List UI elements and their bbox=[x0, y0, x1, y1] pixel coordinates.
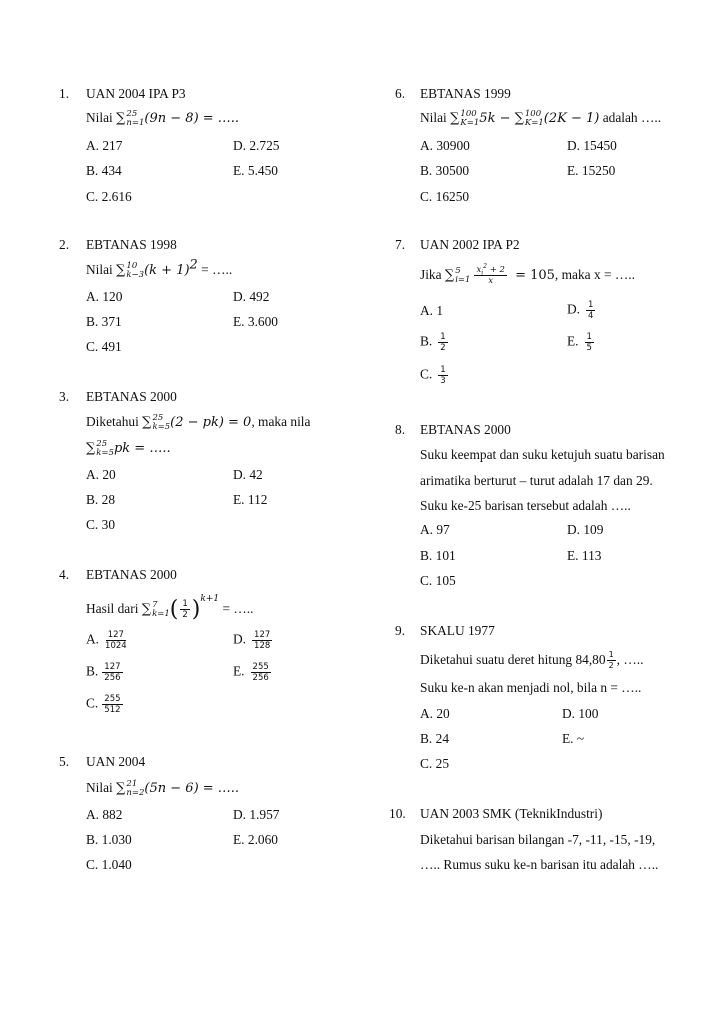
option-c[interactable]: C. 30 bbox=[86, 517, 116, 532]
question-source: UAN 2003 SMK (TeknikIndustri) bbox=[420, 806, 603, 821]
question-source: UAN 2004 IPA P3 bbox=[86, 86, 186, 101]
option-b[interactable]: B. 434 bbox=[86, 163, 122, 178]
option-d[interactable]: D. 100 bbox=[562, 706, 599, 721]
question-stem-line-2: ∑ 25 k=5 pk = ….. bbox=[86, 439, 171, 458]
question-text-line: arimatika berturut – turut adalah 17 dan 29. bbox=[420, 473, 653, 488]
option-e[interactable]: E. 3.600 bbox=[233, 314, 279, 329]
option-a[interactable]: A. 1 bbox=[420, 303, 444, 318]
option-b[interactable]: B. $\frac{127}{256}$ bbox=[86, 662, 121, 683]
option-d[interactable]: D. 42 bbox=[233, 467, 263, 482]
question-number: 6. bbox=[395, 86, 406, 101]
question-source: EBTANAS 2000 bbox=[86, 567, 177, 582]
option-d[interactable]: D. 492 bbox=[233, 289, 270, 304]
option-a[interactable]: A. 30900 bbox=[420, 138, 470, 153]
question-stem: Nilai ∑ 25 n=1 (9n − 8) = ….. bbox=[86, 109, 240, 128]
option-c[interactable]: C. $\frac{255}{512}$ bbox=[86, 694, 121, 715]
question-number: 5. bbox=[59, 754, 70, 769]
question-text-line: Suku ke-25 barisan tersebut adalah ….. bbox=[420, 498, 631, 513]
question-stem: Nilai ∑ 10 k−3 $(k + 1)^2$ = ….. bbox=[86, 257, 233, 280]
question-number: 8. bbox=[395, 422, 406, 437]
option-c[interactable]: C. $\frac{1}{3}$ bbox=[420, 365, 446, 386]
option-d[interactable]: D. $\frac{1}{4}$ bbox=[567, 300, 594, 321]
question-source: EBTANAS 2000 bbox=[420, 422, 511, 437]
option-e[interactable]: E. ~ bbox=[562, 731, 585, 746]
question-source: EBTANAS 1999 bbox=[420, 86, 511, 101]
option-a[interactable]: A. 120 bbox=[86, 289, 123, 304]
option-a[interactable]: A. 882 bbox=[86, 807, 123, 822]
option-c[interactable]: C. 1.040 bbox=[86, 857, 132, 872]
option-c[interactable]: C. 25 bbox=[420, 756, 450, 771]
question-text-line: ….. Rumus suku ke-n barisan itu adalah ….. bbox=[420, 857, 659, 872]
option-d[interactable]: D. 2.725 bbox=[233, 138, 280, 153]
option-a[interactable]: A. 97 bbox=[420, 522, 450, 537]
option-a[interactable]: A. 20 bbox=[86, 467, 116, 482]
option-d[interactable]: D. 109 bbox=[567, 522, 604, 537]
option-b[interactable]: B. $\frac{1}{2}$ bbox=[420, 332, 446, 353]
option-b[interactable]: B. 101 bbox=[420, 548, 456, 563]
question-source: SKALU 1977 bbox=[420, 623, 495, 638]
option-a[interactable]: A. 217 bbox=[86, 138, 123, 153]
option-b[interactable]: B. 30500 bbox=[420, 163, 470, 178]
option-c[interactable]: C. 2.616 bbox=[86, 189, 132, 204]
question-text-line: Suku ke-n akan menjadi nol, bila n = ….. bbox=[420, 680, 642, 695]
question-source: UAN 2004 bbox=[86, 754, 146, 769]
question-text-line: Diketahui barisan bilangan -7, -11, -15, -19, bbox=[420, 832, 656, 847]
option-d[interactable]: D. $\frac{127}{128}$ bbox=[233, 630, 271, 651]
question-text-line: Suku keempat dan suku ketujuh suatu barisan bbox=[420, 447, 665, 462]
question-number: 7. bbox=[395, 237, 406, 252]
question-number: 2. bbox=[59, 237, 70, 252]
option-b[interactable]: B. 1.030 bbox=[86, 832, 132, 847]
option-c[interactable]: C. 105 bbox=[420, 573, 456, 588]
option-e[interactable]: E. $\frac{1}{5}$ bbox=[567, 332, 592, 353]
option-e[interactable]: E. $\frac{255}{256}$ bbox=[233, 662, 269, 683]
option-b[interactable]: B. 28 bbox=[86, 492, 116, 507]
option-d[interactable]: D. 1.957 bbox=[233, 807, 280, 822]
question-stem: Hasil dari ∑ 7 k=1 ( $\frac{1}{2}$ )$^{k+1}$ = ….. bbox=[86, 594, 254, 622]
question-stem: Nilai ∑ 100 K=1 5k − ∑ 100 K=1 (2K − 1) adalah ….. bbox=[420, 109, 662, 128]
question-stem: Diketahui ∑ 25 k=5 (2 − pk) = 0, maka nila bbox=[86, 413, 311, 432]
option-e[interactable]: E. 112 bbox=[233, 492, 268, 507]
option-b[interactable]: B. 24 bbox=[420, 731, 450, 746]
question-number: 9. bbox=[395, 623, 406, 638]
option-a[interactable]: A. $\frac{127}{1024}$ bbox=[86, 630, 127, 651]
option-e[interactable]: E. 113 bbox=[567, 548, 602, 563]
question-stem: Jika ∑ 5 i=1 $\frac{x_i^2 + 2}{x}$ = 105, maka x = ….. bbox=[420, 263, 635, 287]
option-d[interactable]: D. 15450 bbox=[567, 138, 617, 153]
question-source: EBTANAS 1998 bbox=[86, 237, 177, 252]
question-number: 1. bbox=[59, 86, 70, 101]
option-c[interactable]: C. 16250 bbox=[420, 189, 470, 204]
question-source: UAN 2002 IPA P2 bbox=[420, 237, 520, 252]
option-b[interactable]: B. 371 bbox=[86, 314, 122, 329]
option-e[interactable]: E. 15250 bbox=[567, 163, 616, 178]
option-a[interactable]: A. 20 bbox=[420, 706, 450, 721]
option-c[interactable]: C. 491 bbox=[86, 339, 122, 354]
question-number: 3. bbox=[59, 389, 70, 404]
question-text-line: Diketahui suatu deret hitung 84,80 $\frac{1}{2}$ , ….. bbox=[420, 650, 644, 671]
question-stem: Nilai ∑ 21 n=2 (5n − 6) = ….. bbox=[86, 779, 240, 798]
question-number: 10. bbox=[389, 806, 406, 821]
option-e[interactable]: E. 5.450 bbox=[233, 163, 279, 178]
option-e[interactable]: E. 2.060 bbox=[233, 832, 279, 847]
question-number: 4. bbox=[59, 567, 70, 582]
question-source: EBTANAS 2000 bbox=[86, 389, 177, 404]
